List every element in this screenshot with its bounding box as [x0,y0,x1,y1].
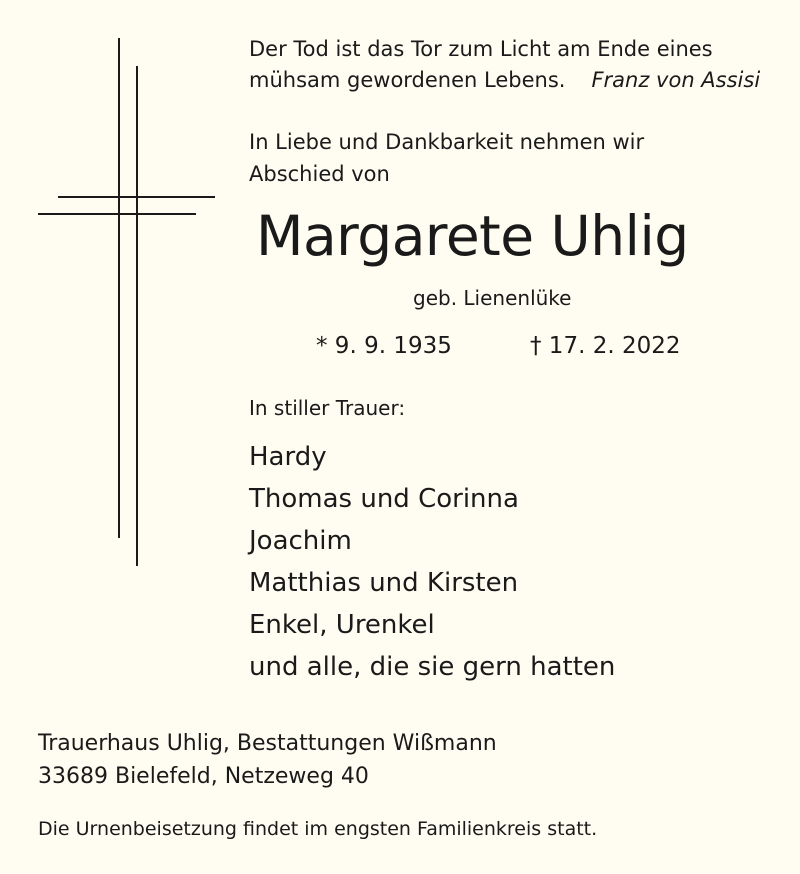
birth-date: * 9. 9. 1935 [316,333,452,359]
mourner-name: Hardy [249,442,327,472]
cross-vertical-line-right [136,66,138,566]
mourner-name: Joachim [249,526,352,556]
deceased-name: Margarete Uhlig [256,204,689,268]
quote-line-1: Der Tod ist das Tor zum Licht am Ende eines [249,37,713,61]
address [38,727,497,793]
intro-line-1: In Liebe und Dankbarkeit nehmen wir [249,130,645,154]
cross-vertical-line-left [118,38,120,538]
mourner-name: Matthias und Kirsten [249,568,519,598]
quote-author: Franz von Assisi [591,68,761,92]
address-line-2: 33689 Bielefeld, Netzeweg 40 [38,764,369,789]
burial-note: Die Urnenbeisetzung findet im engsten Familienkreis statt. [38,818,598,840]
mourners-list [249,436,615,688]
mourner-name: Thomas und Corinna [249,484,519,514]
intro-line-2: Abschied von [249,162,390,186]
quote-line-2-text: mühsam gewordenen Lebens. [249,68,566,92]
quote [249,34,760,96]
cross-horizontal-line-top [58,196,215,198]
mourner-name: Enkel, Urenkel [249,610,435,640]
mourning-heading: In stiller Trauer: [249,396,406,420]
intro-text [249,126,644,190]
mourner-name: und alle, die sie gern hatten [249,652,616,682]
quote-line-2 [249,65,760,96]
death-date: † 17. 2. 2022 [530,333,681,359]
birth-name: geb. Lienenlüke [413,286,572,310]
cross-horizontal-line-bottom [38,213,196,215]
address-line-1: Trauerhaus Uhlig, Bestattungen Wißmann [38,731,497,756]
